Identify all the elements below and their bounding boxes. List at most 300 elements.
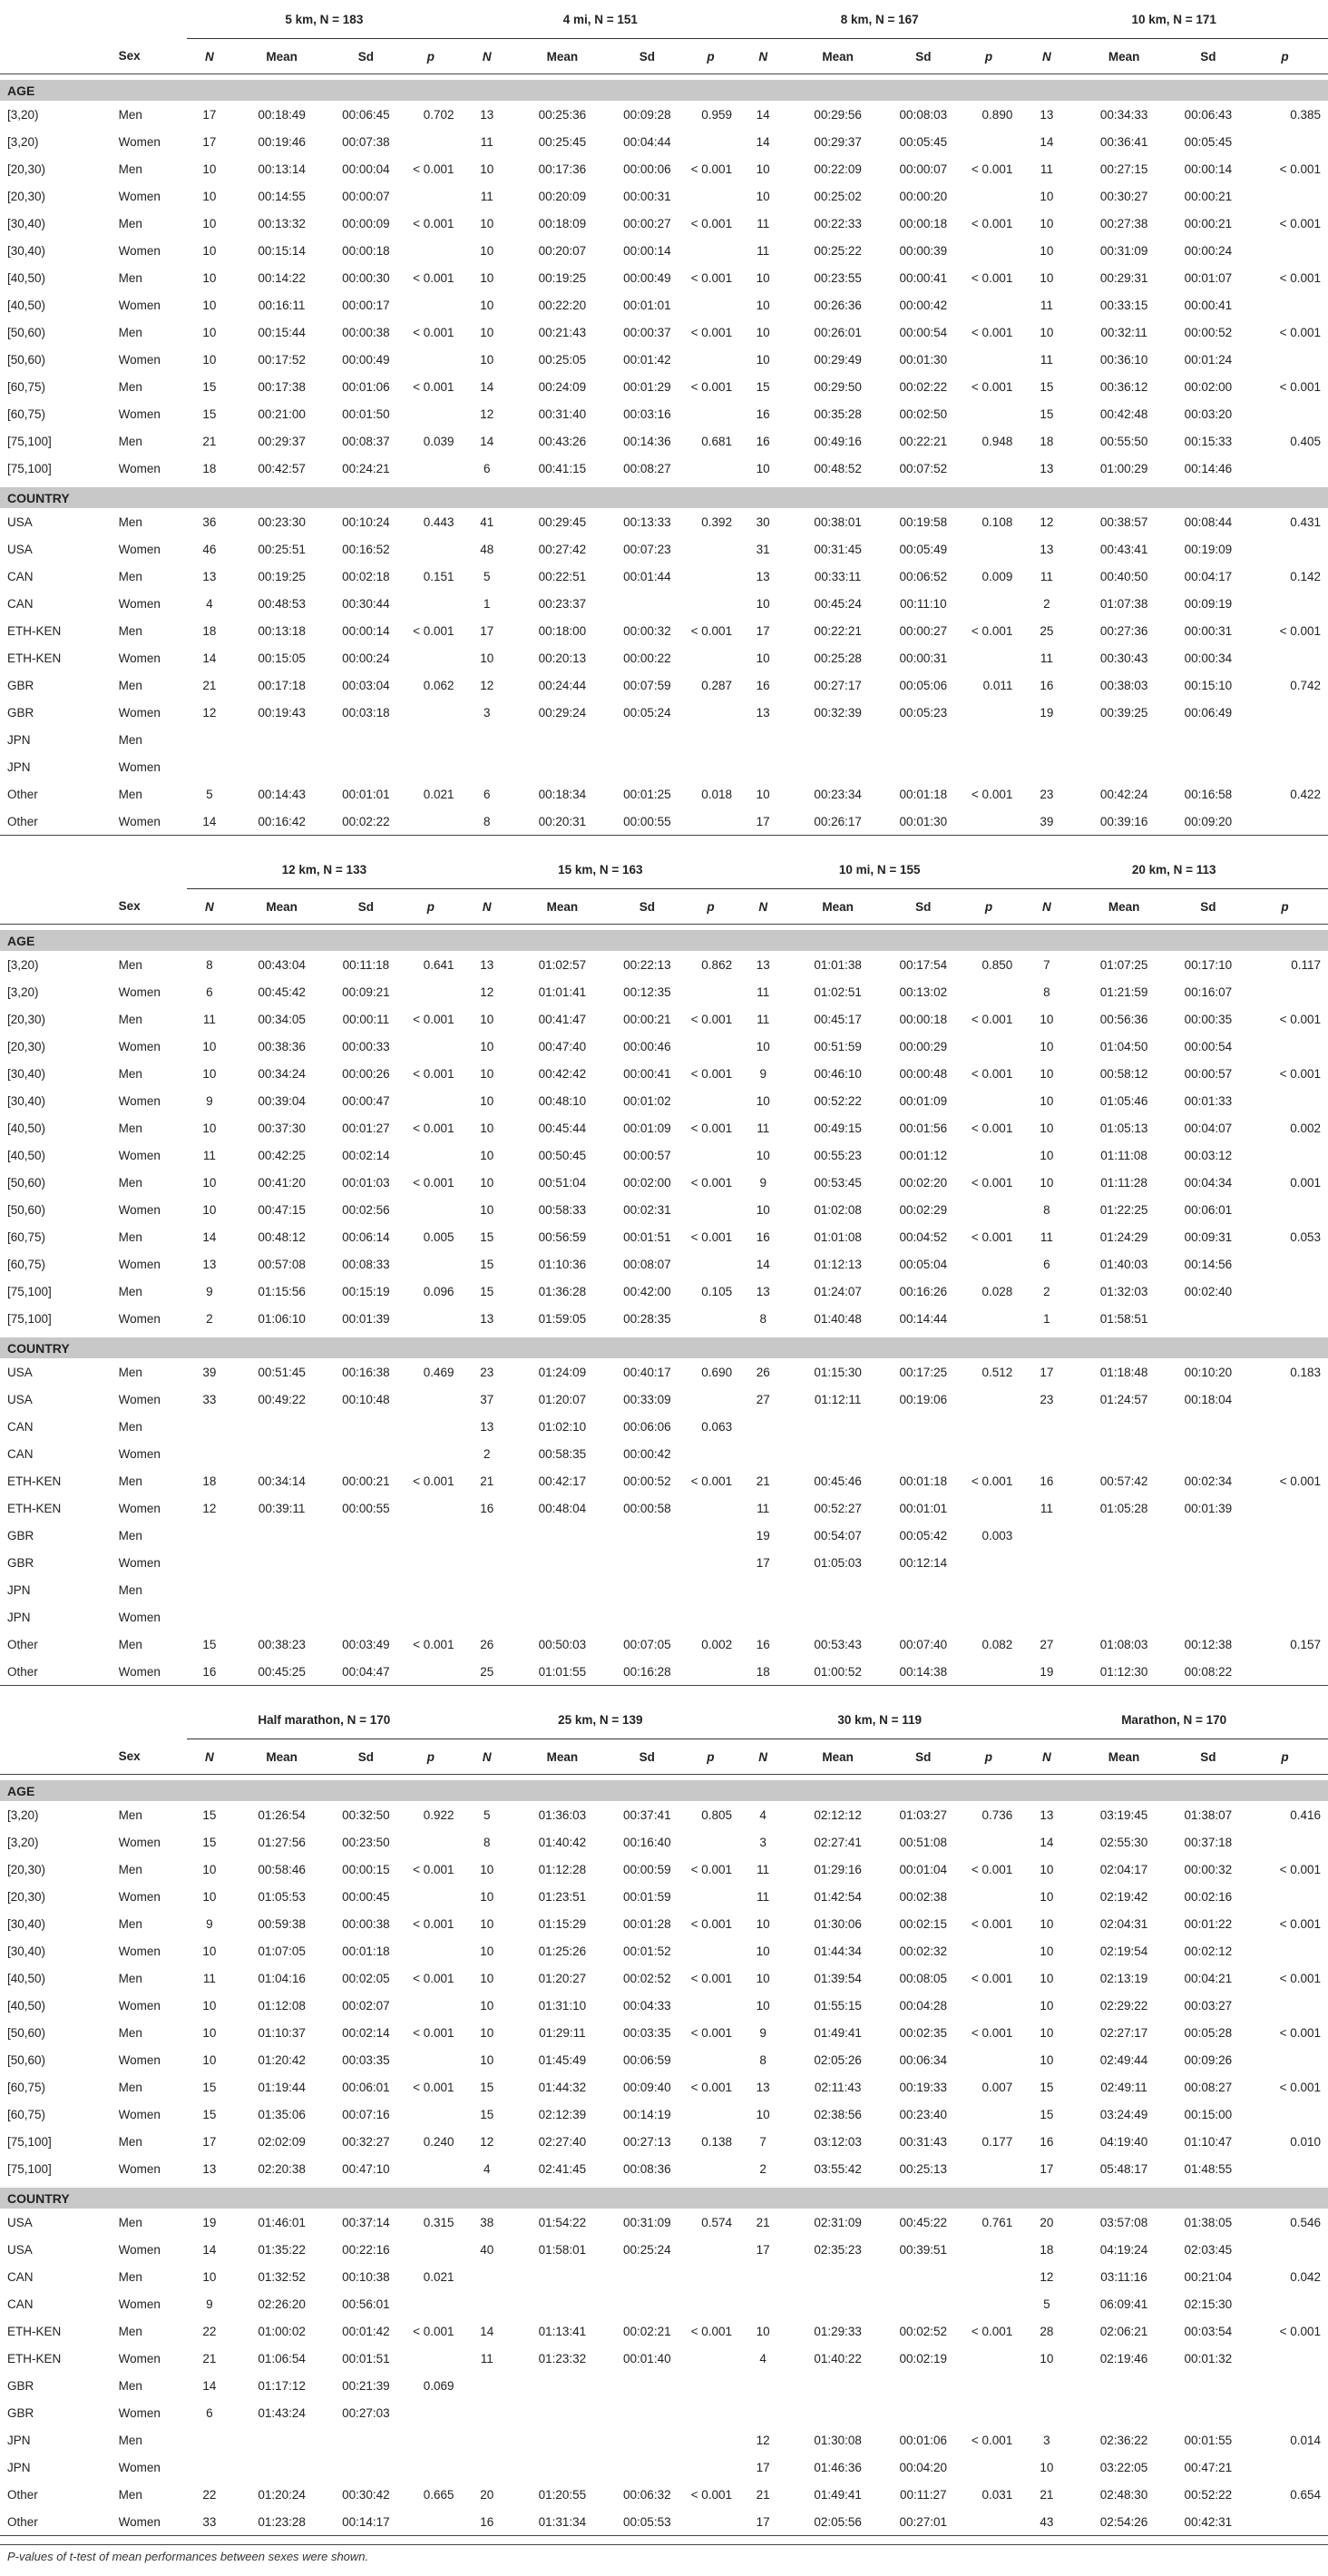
p-value-cell: [400, 753, 461, 780]
table-cell: 00:43:04: [258, 957, 306, 972]
table-cell: 00:20:09: [538, 189, 587, 203]
p-value-cell: [1242, 2155, 1328, 2182]
p-value-cell: 0.021: [423, 787, 454, 801]
table-cell: [1020, 1440, 1073, 1467]
table-cell: 00:00:41: [623, 1066, 671, 1081]
table-cell: 10: [1040, 325, 1054, 339]
row-sex: Men: [118, 1121, 142, 1135]
p-value-cell: 0.011: [982, 678, 1013, 692]
p-value-cell: [400, 1305, 461, 1332]
p-value-cell: < 0.001: [1279, 1971, 1321, 1985]
table-cell: 00:21:00: [258, 406, 306, 421]
p-value-cell: [400, 237, 461, 264]
table-cell: 01:20:24: [258, 2487, 306, 2502]
table-cell: 10: [202, 1889, 217, 1904]
table-cell: 01:24:29: [1099, 1229, 1148, 1244]
row-category: [20,30): [7, 1889, 46, 1904]
p-value-cell: [1242, 753, 1328, 780]
table-cell: 01:30:08: [814, 2433, 862, 2447]
table-cell: 03:57:08: [1099, 2215, 1148, 2229]
table-cell: 00:01:02: [623, 1093, 671, 1108]
table-cell: 00:01:40: [623, 2351, 671, 2365]
p-value-cell: < 0.001: [413, 216, 454, 230]
table-cell: 01:55:15: [814, 1998, 862, 2013]
table-cell: 11: [757, 1501, 770, 1515]
table-cell: 00:01:27: [342, 1121, 390, 1135]
row-category: ETH-KEN: [7, 1501, 62, 1515]
table-cell: [1020, 1576, 1073, 1603]
table-cell: 19: [1040, 1664, 1054, 1679]
table-cell: 00:01:01: [342, 787, 390, 801]
p-value-cell: [682, 1883, 739, 1910]
p-value-cell: [682, 699, 739, 726]
table-cell: 18: [756, 1664, 770, 1679]
table-cell: 01:01:08: [814, 1229, 862, 1244]
table-cell: 10: [1040, 1148, 1054, 1162]
table-cell: [332, 1413, 401, 1440]
table-cell: 17: [202, 134, 217, 149]
p-value-cell: [682, 753, 739, 780]
column-header-p: p: [958, 39, 1020, 74]
table-cell: [462, 2426, 513, 2454]
table-cell: [1020, 1522, 1073, 1549]
row-category: [20,30): [7, 1039, 46, 1053]
p-value-cell: [958, 1828, 1020, 1856]
p-value-cell: [958, 291, 1020, 318]
table-cell: 11: [757, 216, 770, 230]
row-category: [30,40): [7, 243, 46, 258]
table-cell: 17: [480, 623, 494, 638]
table-cell: 00:27:42: [538, 542, 587, 556]
table-cell: 10: [480, 1039, 494, 1053]
table-cell: 00:00:46: [623, 1039, 671, 1053]
table-cell: 13: [480, 107, 494, 122]
table-cell: 10: [756, 787, 770, 801]
table-cell: 00:00:58: [623, 1501, 671, 1515]
table-cell: [612, 753, 682, 780]
race-group-header: Half marathon, N = 170: [187, 1700, 461, 1739]
row-category: JPN: [7, 759, 31, 774]
table-cell: 11: [757, 1862, 770, 1876]
table-cell: 01:00:29: [1099, 461, 1148, 475]
table-row: [0, 2263, 1328, 2290]
p-value-cell: < 0.001: [971, 623, 1013, 638]
table-cell: [786, 1576, 889, 1603]
table-cell: [889, 2399, 958, 2426]
p-value-cell: 0.138: [701, 2134, 733, 2149]
table-cell: 10: [1040, 1862, 1054, 1876]
table-cell: 00:02:00: [1184, 379, 1233, 394]
p-value-cell: [1242, 455, 1328, 482]
table-cell: 10: [756, 2107, 770, 2121]
table-cell: 01:26:54: [258, 1807, 306, 1822]
table-cell: 10: [480, 1998, 494, 2013]
p-value-cell: < 0.001: [971, 1916, 1013, 1931]
table-row: [0, 1801, 1328, 1828]
table-cell: [1020, 1413, 1073, 1440]
table-cell: 00:27:15: [1099, 162, 1148, 176]
table-cell: 15: [202, 1637, 217, 1651]
p-value-cell: [1242, 237, 1328, 264]
table-cell: 00:05:45: [1184, 134, 1233, 149]
section-title: COUNTRY: [0, 487, 1328, 508]
p-value-cell: < 0.001: [1279, 162, 1321, 176]
table-cell: 02:49:11: [1100, 2080, 1147, 2094]
p-value-cell: < 0.001: [971, 787, 1013, 801]
table-cell: 00:02:16: [1184, 1889, 1233, 1904]
table-row: [0, 1522, 1328, 1549]
table-cell: 10: [480, 162, 494, 176]
table-cell: 10: [1040, 1121, 1054, 1135]
table-cell: [332, 1603, 401, 1631]
row-category: USA: [7, 2242, 33, 2257]
table-row: [0, 508, 1328, 535]
table-cell: 00:02:21: [623, 2324, 671, 2338]
p-value-cell: < 0.001: [1279, 216, 1321, 230]
table-cell: 13: [202, 2161, 217, 2176]
p-value-cell: 0.063: [701, 1419, 733, 1434]
p-value-cell: [400, 1141, 461, 1169]
p-value-cell: [682, 1305, 739, 1332]
table-cell: 00:37:18: [1184, 1835, 1233, 1849]
p-value-cell: [1242, 1278, 1328, 1305]
p-value-cell: [1242, 2345, 1328, 2372]
table-cell: 00:01:39: [1184, 1501, 1233, 1515]
table-cell: 00:51:04: [538, 1175, 587, 1190]
table-cell: [1175, 1413, 1242, 1440]
table-cell: 00:02:50: [899, 406, 948, 421]
table-cell: 00:00:54: [1184, 1039, 1233, 1053]
table-cell: 00:01:09: [623, 1121, 671, 1135]
p-value-cell: 0.042: [1290, 2269, 1321, 2284]
p-value-cell: < 0.001: [690, 216, 733, 230]
table-cell: 00:45:22: [899, 2215, 948, 2229]
table-cell: [1073, 2399, 1174, 2426]
table-cell: [612, 1603, 682, 1631]
table-cell: 00:04:34: [1184, 1175, 1233, 1190]
table-cell: 17: [756, 2460, 770, 2474]
table-cell: 01:42:54: [814, 1889, 862, 1904]
table-cell: 01:20:42: [258, 2052, 306, 2067]
table-cell: 00:00:57: [623, 1148, 671, 1162]
table-cell: 00:10:24: [342, 514, 390, 529]
table-cell: 00:15:05: [258, 651, 306, 665]
table-cell: [332, 753, 401, 780]
race-group-header: Marathon, N = 170: [1020, 1700, 1328, 1739]
table-cell: 00:00:27: [623, 216, 671, 230]
table-cell: 00:15:00: [1184, 2107, 1233, 2121]
table-cell: 02:03:45: [1184, 2242, 1233, 2257]
table-cell: 00:30:43: [1099, 651, 1148, 665]
table-cell: [462, 2399, 513, 2426]
table-cell: [786, 1440, 889, 1467]
table-cell: 00:06:06: [623, 1419, 671, 1434]
table-cell: 00:46:10: [814, 1066, 862, 1081]
row-sex: Women: [118, 2242, 161, 2257]
p-value-cell: [1242, 1196, 1328, 1223]
p-value-cell: [682, 182, 739, 210]
row-sex: Women: [118, 2405, 161, 2420]
table-cell: 00:22:13: [623, 957, 671, 972]
p-value-cell: < 0.001: [413, 1637, 454, 1651]
table-cell: 01:11:08: [1100, 1148, 1147, 1162]
table-cell: 01:44:34: [814, 1944, 862, 1958]
p-value-cell: 0.157: [1290, 1637, 1321, 1651]
table-cell: 00:30:27: [1099, 189, 1148, 203]
table-cell: 00:43:26: [538, 434, 587, 448]
p-value-cell: < 0.001: [971, 2324, 1013, 2338]
table-cell: 00:14:17: [342, 2514, 390, 2529]
table-cell: 10: [202, 1862, 217, 1876]
table-cell: 01:25:26: [538, 1944, 587, 1958]
table-cell: 00:16:11: [258, 298, 306, 312]
table-cell: 00:04:07: [1184, 1121, 1233, 1135]
table-cell: 00:01:28: [623, 1916, 671, 1931]
table-cell: [232, 1522, 332, 1549]
table-cell: 01:02:57: [538, 957, 587, 972]
p-value-cell: [1242, 128, 1328, 155]
table-cell: [612, 2426, 682, 2454]
row-sex: Men: [118, 2080, 142, 2094]
p-value-cell: [682, 2345, 739, 2372]
table-cell: 00:07:40: [899, 1637, 948, 1651]
table-cell: [1073, 1440, 1174, 1467]
table-cell: 00:21:04: [1184, 2269, 1233, 2284]
p-value-cell: [958, 1883, 1020, 1910]
row-sex: Women: [118, 134, 161, 149]
table-cell: 7: [1043, 957, 1050, 972]
table-cell: [1175, 1522, 1242, 1549]
table-cell: 11: [1040, 162, 1053, 176]
table-cell: 10: [1040, 1066, 1054, 1081]
p-value-cell: [400, 1658, 461, 1685]
p-value-cell: [1242, 1033, 1328, 1060]
table-cell: 00:02:35: [899, 2025, 948, 2040]
row-sex: Men: [118, 2134, 142, 2149]
table-cell: 00:36:41: [1099, 134, 1148, 149]
p-value-cell: [1242, 1440, 1328, 1467]
table-cell: 00:51:45: [258, 1365, 306, 1379]
table-cell: 00:39:25: [1099, 705, 1148, 720]
table-cell: 01:49:41: [814, 2487, 862, 2502]
table-cell: 10: [480, 1012, 494, 1026]
row-sex: Women: [118, 984, 161, 999]
column-header-n: N: [1020, 1739, 1073, 1775]
table-cell: 00:45:44: [538, 1121, 587, 1135]
row-sex: Men: [118, 2487, 142, 2502]
table-cell: 6: [1043, 1257, 1050, 1271]
p-value-cell: [682, 1141, 739, 1169]
table-cell: 11: [757, 1012, 770, 1026]
table-row: [0, 2317, 1328, 2345]
p-value-cell: [958, 2508, 1020, 2535]
row-category: [3,20): [7, 1807, 39, 1822]
row-sex: Men: [118, 1862, 142, 1876]
table-cell: 33: [202, 2514, 217, 2529]
row-category: JPN: [7, 2433, 31, 2447]
table-cell: 02:35:23: [814, 2242, 862, 2257]
column-header-mean: Mean: [1073, 889, 1174, 925]
table-cell: 00:16:28: [623, 1664, 671, 1679]
table-cell: [1020, 726, 1073, 753]
table-cell: 00:39:11: [258, 1501, 306, 1515]
table-cell: 00:25:02: [814, 189, 862, 203]
table-cell: 00:42:25: [258, 1148, 306, 1162]
table-row: [0, 671, 1328, 699]
table-cell: 00:01:51: [342, 2351, 390, 2365]
row-category: [3,20): [7, 984, 39, 999]
table-cell: 8: [759, 2052, 767, 2067]
table-row: [0, 780, 1328, 808]
table-cell: 10: [756, 325, 770, 339]
table-cell: 16: [480, 2514, 494, 2529]
table-cell: 02:29:22: [1099, 1998, 1148, 2013]
row-sex: Women: [118, 651, 161, 665]
table-cell: 10: [1040, 2351, 1054, 2365]
row-sex: Women: [118, 1610, 161, 1624]
section-title: COUNTRY: [0, 1337, 1328, 1358]
table-cell: 00:45:25: [258, 1664, 306, 1679]
p-value-cell: [400, 1196, 461, 1223]
table-cell: 00:02:22: [342, 814, 390, 828]
table-cell: 00:49:16: [814, 434, 862, 448]
row-sex: Men: [118, 2433, 142, 2447]
table-cell: 00:26:01: [814, 325, 862, 339]
table-cell: 14: [480, 434, 494, 448]
table-cell: 5: [206, 787, 213, 801]
table-cell: [232, 726, 332, 753]
column-header-mean: Mean: [786, 1739, 889, 1775]
table-cell: 15: [202, 379, 217, 394]
table-cell: 13: [756, 1284, 770, 1298]
table-cell: 00:14:56: [1184, 1257, 1233, 1271]
table-cell: 01:08:03: [1099, 1637, 1148, 1651]
table-cell: 10: [756, 461, 770, 475]
table-cell: 10: [480, 270, 494, 285]
table-cell: 00:10:20: [1184, 1365, 1233, 1379]
table-cell: 13: [480, 957, 494, 972]
table-cell: 16: [756, 406, 770, 421]
p-value-cell: < 0.001: [1279, 1066, 1321, 1081]
table-cell: 11: [202, 1148, 216, 1162]
table-cell: 10: [1040, 270, 1054, 285]
p-value-cell: [682, 1087, 739, 1114]
p-value-cell: [1242, 2236, 1328, 2263]
table-cell: 01:15:29: [538, 1916, 587, 1931]
table-cell: 00:08:05: [899, 1971, 948, 1985]
table-cell: 18: [202, 461, 217, 475]
table-cell: 21: [756, 2487, 770, 2502]
table-cell: 02:41:45: [538, 2161, 587, 2176]
table-cell: 00:34:24: [258, 1066, 306, 1081]
table-cell: [513, 726, 612, 753]
table-cell: 00:49:15: [814, 1121, 862, 1135]
table-cell: 02:55:30: [1099, 1835, 1148, 1849]
p-value-cell: [958, 1141, 1020, 1169]
table-cell: 00:56:36: [1099, 1012, 1148, 1026]
table-row: [0, 2454, 1328, 2481]
table-row: [0, 2399, 1328, 2426]
p-value-cell: [1242, 644, 1328, 671]
p-value-cell: [958, 237, 1020, 264]
row-category: [3,20): [7, 107, 39, 122]
p-value-cell: [1242, 699, 1328, 726]
table-cell: 9: [206, 1093, 213, 1108]
table-cell: 02:49:44: [1099, 2052, 1148, 2067]
p-value-cell: [958, 1992, 1020, 2019]
table-cell: 01:43:24: [258, 2405, 306, 2420]
table-cell: 01:12:13: [814, 1257, 862, 1271]
table-cell: 00:04:17: [1184, 569, 1233, 583]
table-cell: 15: [202, 1835, 217, 1849]
column-header-n: N: [462, 39, 513, 74]
table-cell: 14: [202, 2378, 217, 2393]
row-category: [40,50): [7, 1998, 46, 2013]
p-value-cell: [1242, 346, 1328, 373]
p-value-cell: [958, 2345, 1020, 2372]
table-cell: [612, 726, 682, 753]
table-cell: 10: [202, 298, 217, 312]
table-cell: 22: [202, 2487, 217, 2502]
table-cell: 01:10:37: [258, 2025, 306, 2040]
table-cell: 00:22:21: [899, 434, 948, 448]
table-cell: [1020, 1603, 1073, 1631]
table-cell: 10: [756, 1944, 770, 1958]
table-cell: 11: [1040, 569, 1053, 583]
p-value-cell: < 0.001: [690, 1121, 733, 1135]
table-cell: [612, 2290, 682, 2317]
table-cell: [889, 2263, 958, 2290]
row-sex: Men: [118, 1637, 142, 1651]
table-cell: 00:02:19: [899, 2351, 948, 2365]
p-value-cell: [400, 1937, 461, 1964]
table-cell: 10: [480, 1202, 494, 1217]
table-cell: 12: [202, 1501, 217, 1515]
p-value-cell: [1242, 2508, 1328, 2535]
row-category: [50,60): [7, 352, 46, 367]
p-value-cell: 0.142: [1290, 569, 1321, 583]
table-cell: 00:18:00: [538, 623, 587, 638]
table-cell: 18: [1040, 434, 1054, 448]
row-category: JPN: [7, 1582, 31, 1597]
row-sex: Men: [118, 2378, 142, 2393]
table-cell: 15: [480, 2080, 494, 2094]
p-value-cell: < 0.001: [971, 216, 1013, 230]
table-cell: 00:34:33: [1099, 107, 1148, 122]
table-cell: 00:48:53: [258, 596, 306, 611]
p-value-cell: [682, 2046, 739, 2073]
p-value-cell: < 0.001: [971, 379, 1013, 394]
table-cell: 33: [202, 1392, 217, 1406]
p-value-cell: 0.105: [701, 1284, 733, 1298]
p-value-cell: [682, 455, 739, 482]
table-row: [0, 2372, 1328, 2399]
table-cell: 00:02:56: [342, 1202, 390, 1217]
table-cell: 17: [756, 623, 770, 638]
table-cell: 00:01:42: [623, 352, 671, 367]
table-cell: 01:07:25: [1099, 957, 1148, 972]
table-cell: 00:27:17: [814, 678, 862, 692]
table-row: [0, 1250, 1328, 1278]
row-sex: Men: [118, 2025, 142, 2040]
row-category: [3,20): [7, 957, 39, 972]
column-header-sd: Sd: [1175, 1739, 1242, 1775]
table-cell: 00:00:24: [342, 651, 390, 665]
table-row: [0, 1494, 1328, 1522]
table-cell: 00:11:10: [900, 596, 947, 611]
table-row: [0, 617, 1328, 644]
p-value-cell: [1242, 1305, 1328, 1332]
